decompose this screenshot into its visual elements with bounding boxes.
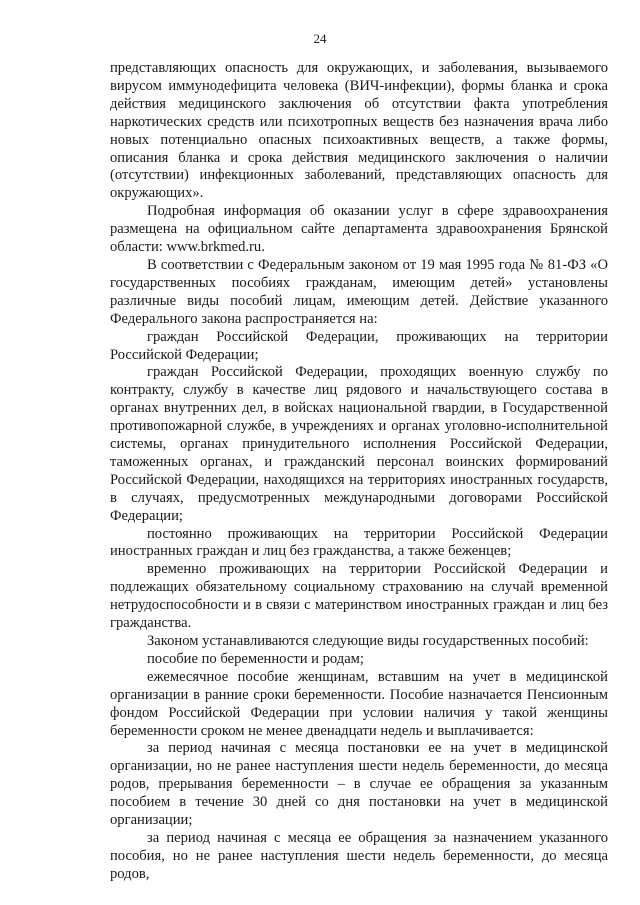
paragraph-citizens-serving: граждан Российской Федерации, проходящих военную службу по контракту, службу в качестве лиц рядового и начальствующего состава в органах внутренних дел, в войсках национальной гвардии, в Государственной противопожарной службе, в учреждениях и органах уголовно-исполнительной системы, органах принудительного исполнения Российской Федерации, таможенных органах, и гражданский персонал воинских формирований Российской Федерации, находящихся на территориях иностранных государств, в случаях, предусмотренных международными договорами Российской Федерации; [110,364,608,524]
page-number: 24 [313,31,327,46]
paragraph-benefit-types: Законом устанавливаются следующие виды государственных пособий: [147,633,589,649]
paragraph-period-registration: за период начиная с месяца постановки ее на учет в медицинской организации, но не ранее наступления шести недель беременности, до месяца родов, прерывания беременности – в случае ее обращения за указанным пособием в течение 30 дней со дня постановки на учет в медицинской организации; [110,740,608,829]
paragraph-federal-law: В соответствии с Федеральным законом от 19 мая 1995 года № 81-ФЗ «О государственных пособиях гражданам, имеющим детей» установлены различные виды пособий лицам, имеющим детей. Действие указанного Федерального закона распространяется на: [110,256,608,327]
paragraph-period-application: за период начиная с месяца ее обращения за назначением указанного пособия, но не ранее наступления шести недель беременности, до месяца родов, [110,829,608,882]
paragraph-monthly-benefit: ежемесячное пособие женщинам, вставшим на учет в медицинской организации в ранние сроки беременности. Пособие назначается Пенсионным фондом Российской Федерации при условии наличия у такой женщины беременности сроком не менее двенадцати недель и выплачивается: [110,668,608,739]
paragraph-permanent-residents: постоянно проживающих на территории Российской Федерации иностранных граждан и лиц без гражданства, а также беженцев; [110,525,608,560]
paragraph-continuation: представляющих опасность для окружающих, и заболевания, вызываемого вирусом иммунодефицита человека (ВИЧ-инфекции), формы бланка и срока действия медицинского заключения об отсутствии факта употребления наркотических средств или психотропных веществ без назначения врача либо новых потенциально опасных психоактивных веществ, а также формы, описания бланка и срока действия медицинского заключения о наличии (отсутствии) инфекционных заболеваний, представляющих опасность для окружающих». [110,60,608,202]
paragraph-temporary-residents: временно проживающих на территории Российской Федерации и подлежащих обязательному социальному страхованию на случай временной нетрудоспособности и в связи с материнством иностранных граждан и лиц без гражданства. [110,561,608,632]
paragraph-website-info: Подробная информация об оказании услуг в сфере здравоохранения размещена на официальном сайте департамента здравоохранения Брянской области: www.brkmed.ru. [110,203,608,256]
paragraph-maternity-benefit: пособие по беременности и родам; [147,650,364,667]
document-body [110,60,608,884]
paragraph-citizens-residing: граждан Российской Федерации, проживающих на территории Российской Федерации; [110,328,608,363]
